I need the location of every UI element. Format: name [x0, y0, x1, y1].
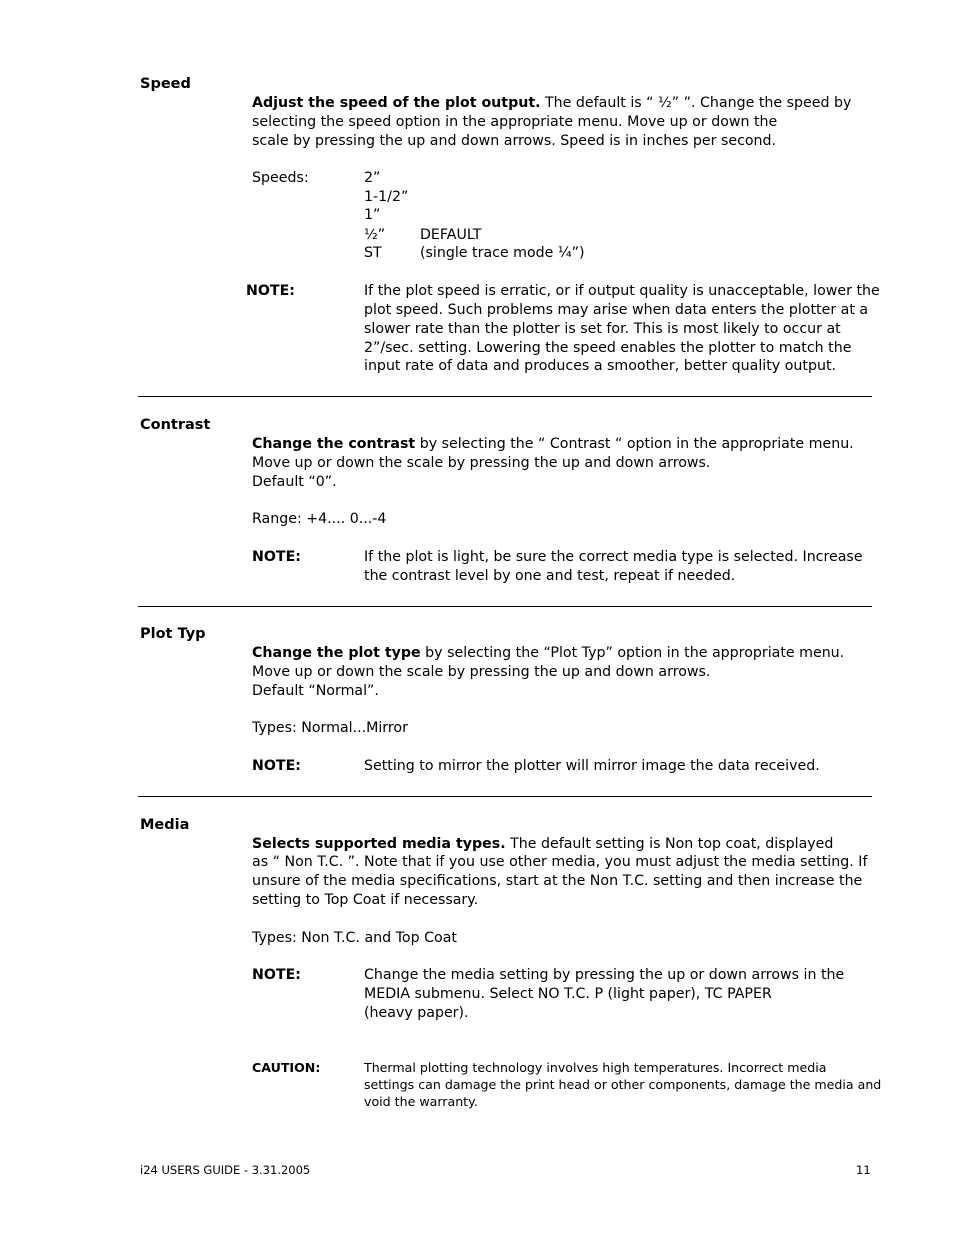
media-body-line-3: unsure of the media specifications, start at the Non T.C. setting and then increase the	[252, 873, 863, 889]
plot-typ-types: Types: Normal...Mirror	[252, 720, 408, 736]
speed-note-line-4: 2”/sec. setting. Lowering the speed enables the plotter to match the	[364, 340, 852, 356]
section-divider	[138, 606, 872, 607]
section-divider	[138, 396, 872, 397]
media-lead-line	[252, 835, 833, 854]
contrast-default: Default “0”.	[252, 474, 337, 490]
plot-typ-note-label: NOTE:	[252, 758, 301, 774]
speed-value-2: 2”	[364, 170, 381, 186]
contrast-lead-bold: Change the contrast	[252, 436, 416, 452]
plot-typ-lead-rest: by selecting the “Plot Typ” option in the appropriate menu.	[420, 645, 845, 661]
contrast-lead-line	[252, 435, 854, 454]
speed-value-st: ST	[364, 245, 382, 261]
speed-lead-rest: The default is “ ½” ”. Change the speed by	[540, 95, 852, 111]
media-caution-line-2: settings can damage the print head or other components, damage the media and	[364, 1077, 882, 1092]
speeds-label: Speeds:	[252, 170, 309, 186]
speed-heading: Speed	[140, 76, 191, 92]
media-caution-line-3: void the warranty.	[364, 1094, 478, 1109]
speed-note-line-2: plot speed. Such problems may arise when data enters the plotter at a	[364, 302, 869, 318]
media-caution-line-1: Thermal plotting technology involves high temperatures. Incorrect media	[364, 1060, 827, 1075]
media-note-line-3: (heavy paper).	[364, 1005, 469, 1021]
media-heading: Media	[140, 817, 190, 833]
contrast-note-line-1: If the plot is light, be sure the correct media type is selected. Increase	[364, 549, 863, 565]
speed-body-line-3: scale by pressing the up and down arrows. Speed is in inches per second.	[252, 133, 777, 149]
speed-note-line-3: slower rate than the plotter is set for. This is most likely to occur at	[364, 321, 841, 337]
speed-lead-bold: Adjust the speed of the plot output.	[252, 95, 541, 111]
speed-lead-line	[252, 94, 851, 113]
speed-note-label: NOTE:	[246, 283, 295, 299]
speed-note-line-1: If the plot speed is erratic, or if output quality is unacceptable, lower the	[364, 283, 880, 299]
contrast-note-line-2: the contrast level by one and test, repeat if needed.	[364, 568, 736, 584]
contrast-body-line-2: Move up or down the scale by pressing the up and down arrows.	[252, 455, 711, 471]
plot-typ-note-text: Setting to mirror the plotter will mirror image the data received.	[364, 758, 820, 774]
contrast-range: Range: +4.... 0...-4	[252, 511, 387, 527]
media-lead-bold: Selects supported media types.	[252, 836, 506, 852]
plot-typ-default: Default “Normal”.	[252, 683, 379, 699]
speed-st-note: (single trace mode ¼”)	[420, 245, 585, 261]
speed-body-line-2: selecting the speed option in the appropriate menu. Move up or down the	[252, 114, 778, 130]
page-number: 11	[856, 1163, 871, 1177]
media-lead-rest: The default setting is Non top coat, displayed	[505, 836, 834, 852]
contrast-heading: Contrast	[140, 417, 211, 433]
media-note-line-2: MEDIA submenu. Select NO T.C. P (light paper), TC PAPER	[364, 986, 772, 1002]
plot-typ-heading: Plot Typ	[140, 626, 206, 642]
speed-value-1-5: 1-1/2”	[364, 189, 409, 205]
contrast-lead-rest: by selecting the “ Contrast “ option in the appropriate menu.	[415, 436, 854, 452]
speed-value-half: ½”	[364, 227, 386, 243]
contrast-note-label: NOTE:	[252, 549, 301, 565]
media-note-label: NOTE:	[252, 967, 301, 983]
footer-document-title: i24 USERS GUIDE - 3.31.2005	[140, 1163, 311, 1177]
media-types: Types: Non T.C. and Top Coat	[252, 930, 457, 946]
media-body-line-4: setting to Top Coat if necessary.	[252, 892, 479, 908]
speed-default-note: DEFAULT	[420, 227, 482, 243]
plot-typ-lead-line	[252, 644, 844, 663]
speed-value-1: 1”	[364, 207, 381, 223]
media-note-line-1: Change the media setting by pressing the up or down arrows in the	[364, 967, 845, 983]
speed-note-line-5: input rate of data and produces a smoother, better quality output.	[364, 358, 837, 374]
section-divider	[138, 796, 872, 797]
plot-typ-lead-bold: Change the plot type	[252, 645, 421, 661]
media-body-line-2: as “ Non T.C. ”. Note that if you use other media, you must adjust the media setting. If	[252, 854, 868, 870]
media-caution-label: CAUTION:	[252, 1060, 321, 1075]
plot-typ-body-line-2: Move up or down the scale by pressing the up and down arrows.	[252, 664, 711, 680]
